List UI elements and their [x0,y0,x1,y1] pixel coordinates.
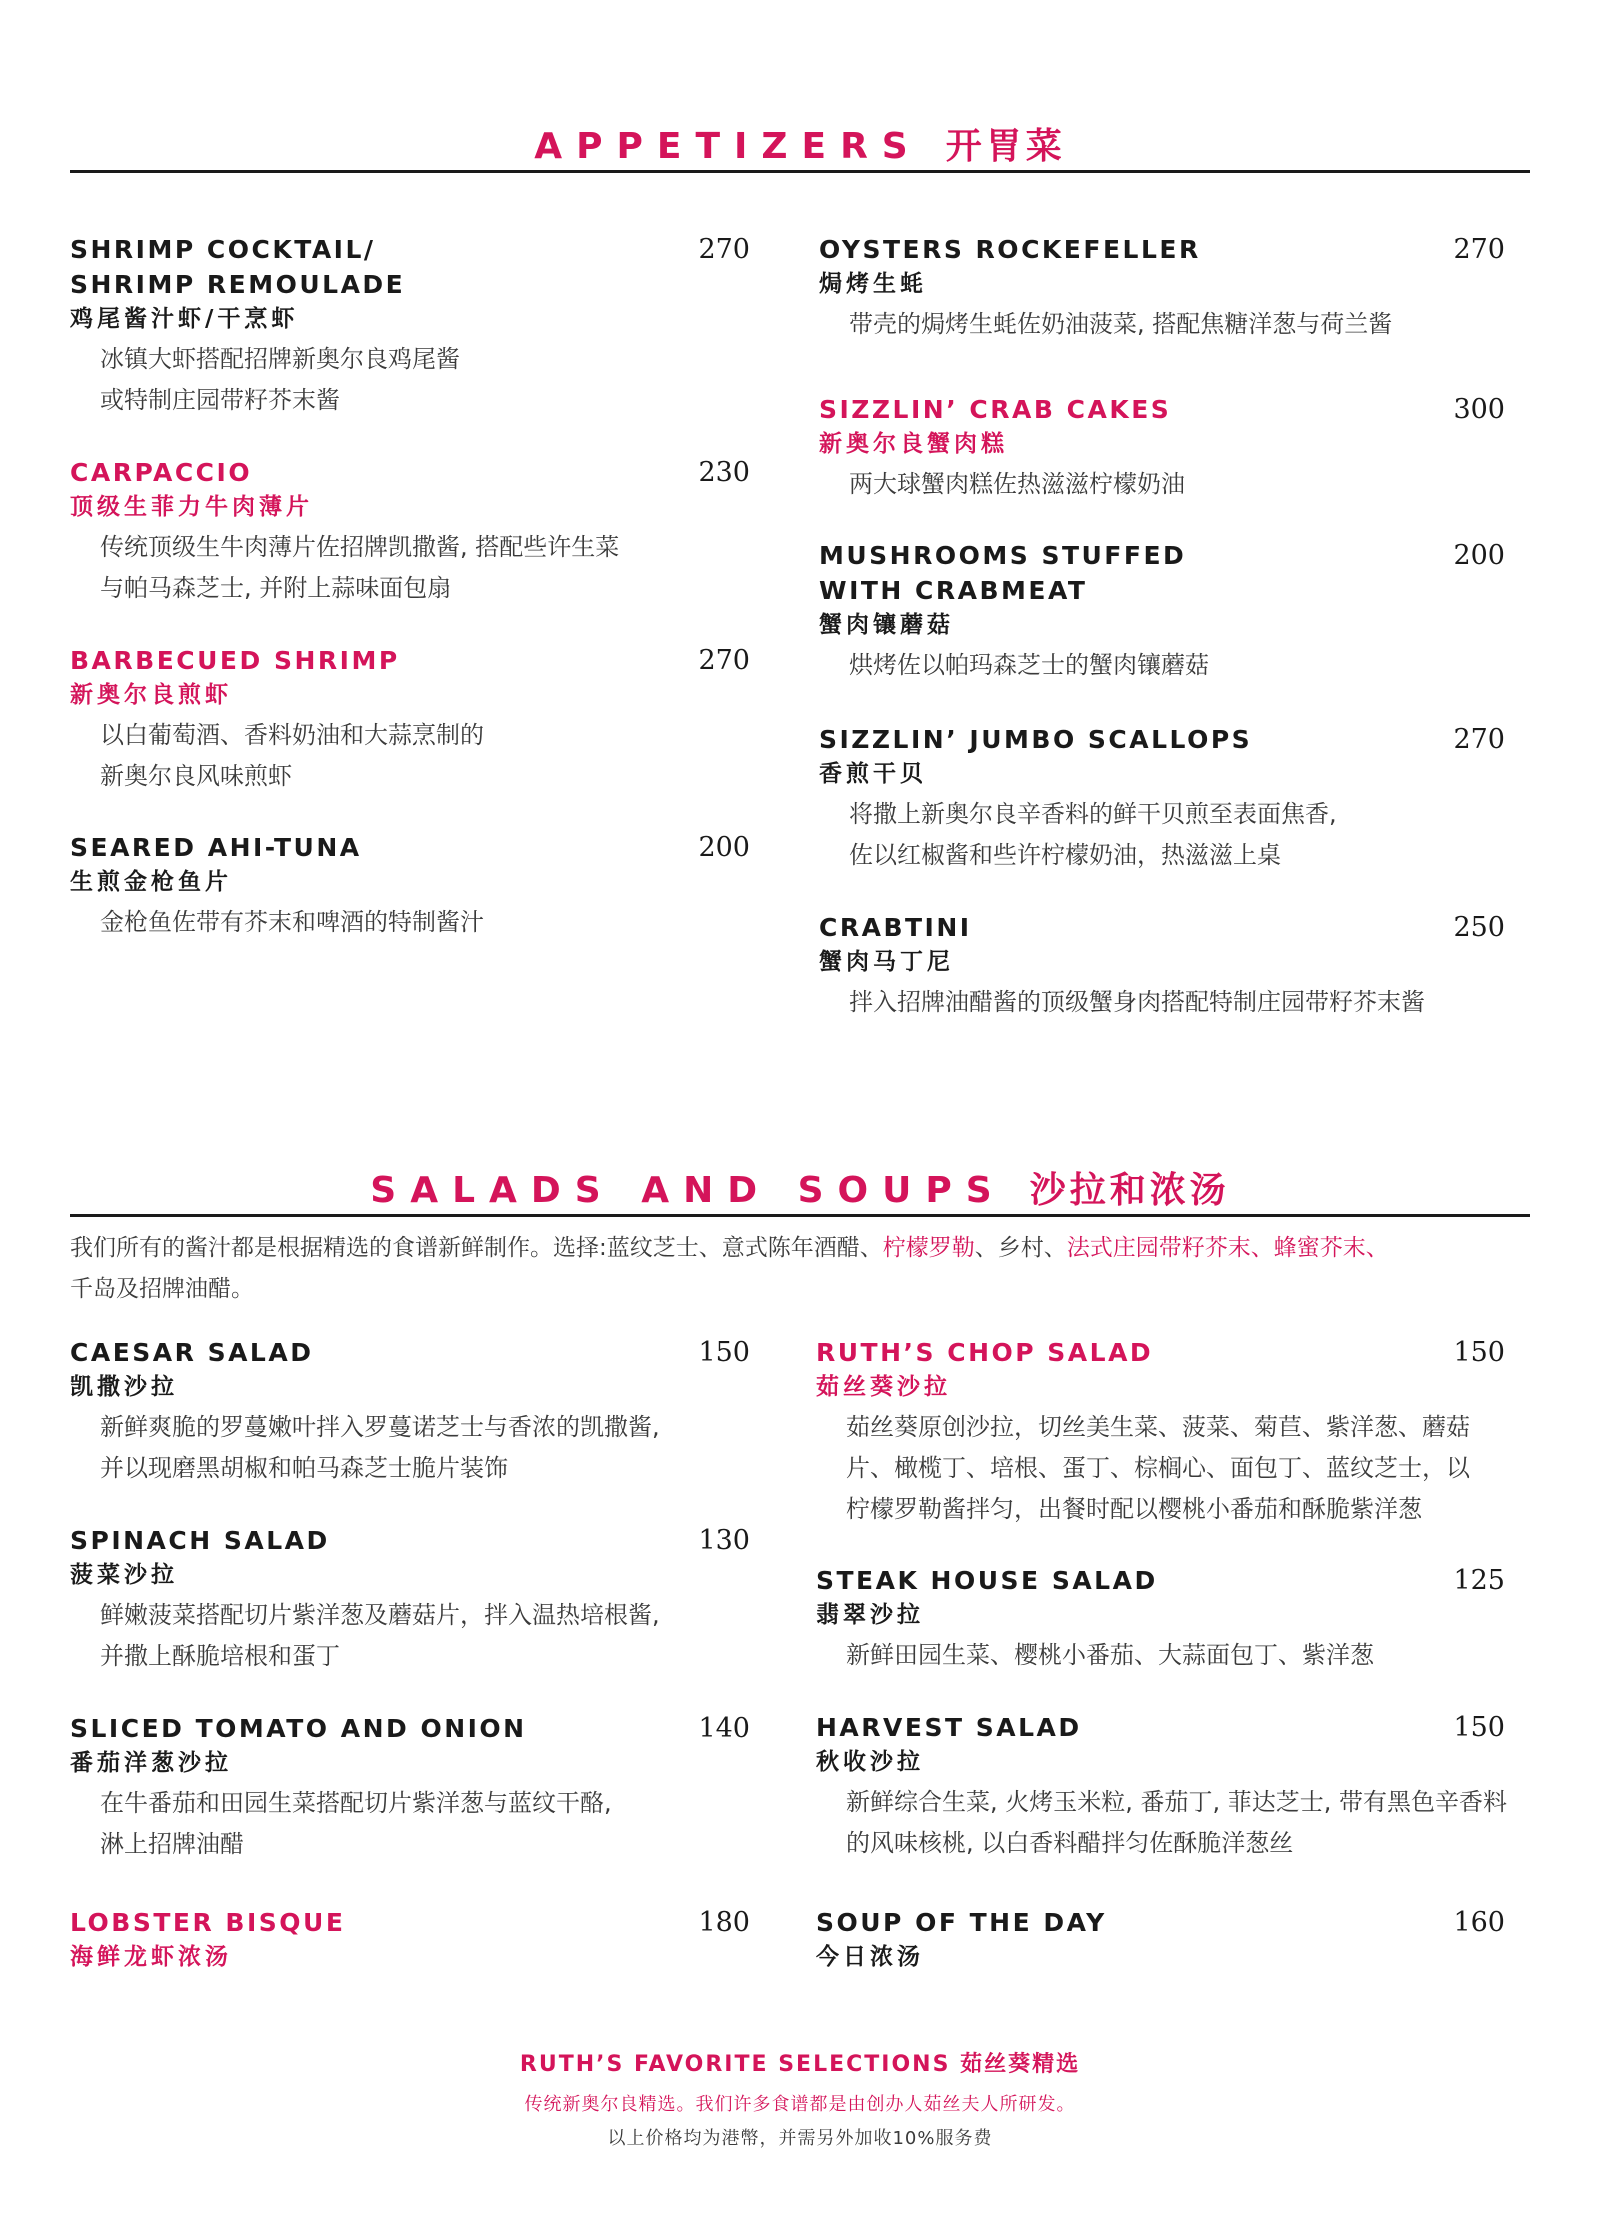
dish-price: 130 [698,1525,750,1556]
favorites-title: RUTH’S FAVORITE SELECTIONS 茹丝葵精选 [519,2052,1081,2077]
description-line: 金枪鱼佐带有芥末和啤酒的特制酱汁 [100,908,484,936]
dish-price: 125 [1453,1565,1505,1596]
dish-price: 200 [698,832,750,863]
dish-name-en: SIZZLIN’ JUMBO SCALLOPS [819,725,1253,754]
menu-item-seared-ahi-tuna [70,830,750,943]
description-line: 的风味核桃, 以白香料醋拌匀佐酥脆洋葱丝 [846,1829,1294,1857]
dish-name-en: SOUP OF THE DAY [816,1908,1107,1937]
menu-item-sliced-tomato-and-onion [70,1711,750,1865]
dish-name-cn: 秋收沙拉 [816,1749,924,1775]
dish-description [846,1407,1505,1530]
dish-description [100,1783,750,1865]
dish-name-en: HARVEST SALAD [816,1713,1082,1742]
description-line: 并以现磨黑胡椒和帕马森芝士脆片装饰 [100,1454,508,1482]
description-line: 烘烤佐以帕玛森芝士的蟹肉镶蘑菇 [849,651,1209,679]
dish-name-en: SHRIMP COCKTAIL/ SHRIMP REMOULADE [70,235,406,299]
dish-price: 150 [1453,1712,1505,1743]
intro-highlight-2: 法式庄园带籽芥末、蜂蜜芥末、 [1066,1235,1389,1261]
dish-description [849,645,1505,686]
dish-name-en: SPINACH SALAD [70,1526,330,1555]
dish-price: 180 [698,1907,750,1938]
description-line: 带壳的焗烤生蚝佐奶油菠菜, 搭配焦糖洋葱与荷兰酱 [849,310,1393,338]
menu-item-oysters-rockefeller [819,232,1505,345]
dish-name-en: SEARED AHI-TUNA [70,833,362,862]
intro-text-3: 千岛及招牌油醋。 [70,1276,254,1302]
description-line: 片、橄榄丁、培根、蛋丁、棕榈心、面包丁、蓝纹芝士，以 [846,1454,1470,1482]
dish-name-cn: 蟹肉马丁尼 [819,949,954,975]
menu-item-lobster-bisque [70,1905,750,1975]
dish-price: 200 [1453,540,1505,571]
dish-description [846,1635,1505,1676]
dish-description [849,982,1505,1023]
dish-name-en: CRABTINI [819,913,972,942]
salads-title [70,1162,1530,1213]
dish-description [100,902,750,943]
dish-price: 150 [698,1337,750,1368]
intro-highlight-1: 柠檬罗勒 [882,1235,975,1261]
dish-price: 270 [698,234,750,265]
menu-item-crabtini [819,910,1505,1023]
dish-description [100,339,750,421]
menu-footer [0,2047,1600,2150]
dish-name-cn: 新奥尔良煎虾 [70,682,232,708]
menu-item-ruth-s-chop-salad [816,1335,1505,1530]
salads-title-cn: 沙拉和浓汤 [1029,1170,1230,1211]
description-line: 佐以红椒酱和些许柠檬奶油，热滋滋上桌 [849,841,1281,869]
dish-description [100,1407,750,1489]
description-line: 与帕马森芝士, 并附上蒜味面包扇 [100,574,452,602]
dish-price: 250 [1453,912,1505,943]
menu-item-shrimp-cocktail-shrimp-remoulade [70,232,750,421]
dish-description [849,794,1505,876]
dish-name-en: RUTH’S CHOP SALAD [816,1338,1154,1367]
menu-item-soup-of-the-day [816,1905,1505,1975]
dish-name-cn: 海鲜龙虾浓汤 [70,1944,232,1970]
dish-name-en: BARBECUED SHRIMP [70,646,400,675]
dish-price: 230 [698,457,750,488]
description-line: 在牛番茄和田园生菜搭配切片紫洋葱与蓝纹干酪, [100,1789,612,1817]
dish-name-en: CARPACCIO [70,458,253,487]
menu-item-carpaccio [70,455,750,609]
salads-divider [70,1214,1530,1217]
description-line: 冰镇大虾搭配招牌新奥尔良鸡尾酱 [100,345,460,373]
menu-item-barbecued-shrimp [70,643,750,797]
menu-item-caesar-salad [70,1335,750,1489]
description-line: 柠檬罗勒酱拌匀，出餐时配以樱桃小番茄和酥脆紫洋葱 [846,1495,1422,1523]
description-line: 将撒上新奥尔良辛香料的鲜干贝煎至表面焦香, [849,800,1337,828]
dish-name-cn: 茹丝葵沙拉 [816,1374,951,1400]
dish-name-cn: 凯撒沙拉 [70,1374,178,1400]
description-line: 或特制庄园带籽芥末酱 [100,386,340,414]
dish-name-en: SLICED TOMATO AND ONION [70,1714,527,1743]
description-line: 两大球蟹肉糕佐热滋滋柠檬奶油 [849,470,1185,498]
dish-name-cn: 番茄洋葱沙拉 [70,1750,232,1776]
description-line: 传统顶级生牛肉薄片佐招牌凯撒酱, 搭配些许生菜 [100,533,620,561]
dish-description [846,1782,1508,1864]
dish-name-en: STEAK HOUSE SALAD [816,1566,1158,1595]
dish-price: 140 [698,1713,750,1744]
dish-description [849,464,1505,505]
menu-item-spinach-salad [70,1523,750,1677]
favorites-note: 传统新奥尔良精选。我们许多食谱都是由创办人茹丝夫人所研发。 [524,2094,1076,2115]
dish-price: 160 [1453,1907,1505,1938]
dish-name-en: OYSTERS ROCKEFELLER [819,235,1201,264]
dish-description [100,1595,750,1677]
description-line: 新鲜综合生菜, 火烤玉米粒, 番茄丁, 菲达芝士, 带有黑色辛香料 [846,1788,1508,1816]
dish-price: 150 [1453,1337,1505,1368]
menu-item-harvest-salad [816,1710,1508,1864]
menu-item-steak-house-salad [816,1563,1505,1676]
dish-name-cn: 焗烤生蚝 [819,271,927,297]
appetizers-title-en: APPETIZERS [534,126,922,167]
description-line: 淋上招牌油醋 [100,1830,244,1858]
menu-item-sizzlin-crab-cakes [819,392,1505,505]
dish-price: 270 [698,645,750,676]
appetizers-divider [70,170,1530,173]
dish-name-cn: 翡翠沙拉 [816,1602,924,1628]
description-line: 鲜嫩菠菜搭配切片紫洋葱及蘑菇片，拌入温热培根酱, [100,1601,660,1629]
dish-description [849,304,1505,345]
description-line: 拌入招牌油醋酱的顶级蟹身肉搭配特制庄园带籽芥末酱 [849,988,1425,1016]
description-line: 新鲜田园生菜、樱桃小番茄、大蒜面包丁、紫洋葱 [846,1641,1374,1669]
dish-description [100,527,750,609]
dish-price: 270 [1453,724,1505,755]
description-line: 新鲜爽脆的罗蔓嫩叶拌入罗蔓诺芝士与香浓的凯撒酱, [100,1413,660,1441]
description-line: 以白葡萄酒、香料奶油和大蒜烹制的 [100,721,484,749]
dish-name-cn: 鸡尾酱汁虾/干烹虾 [70,306,299,332]
dish-name-cn: 生煎金枪鱼片 [70,869,232,895]
salads-title-en: SALADS AND SOUPS [370,1170,1006,1211]
description-line: 茹丝葵原创沙拉，切丝美生菜、菠菜、菊苣、紫洋葱、蘑菇 [846,1413,1470,1441]
dish-name-cn: 菠菜沙拉 [70,1562,178,1588]
description-line: 并撒上酥脆培根和蛋丁 [100,1642,340,1670]
dish-price: 270 [1453,234,1505,265]
menu-item-mushrooms-stuffed-with-crabmeat [819,538,1505,686]
intro-text-1: 我们所有的酱汁都是根据精选的食谱新鲜制作。选择:蓝纹芝士、意式陈年酒醋、 [70,1235,883,1261]
dish-name-cn: 蟹肉镶蘑菇 [819,612,954,638]
dish-name-cn: 顶级生菲力牛肉薄片 [70,494,313,520]
dish-name-en: LOBSTER BISQUE [70,1908,346,1937]
price-note: 以上价格均为港幣，并需另外加收10%服务费 [607,2128,993,2149]
appetizers-title [70,118,1530,169]
menu-item-sizzlin-jumbo-scallops [819,722,1505,876]
dressing-intro [70,1228,1530,1310]
description-line: 新奥尔良风味煎虾 [100,762,292,790]
dish-name-en: MUSHROOMS STUFFED WITH CRABMEAT [819,541,1187,605]
dish-name-cn: 新奥尔良蟹肉糕 [819,431,1008,457]
dish-name-cn: 香煎干贝 [819,761,927,787]
dish-name-cn: 今日浓汤 [816,1944,924,1970]
dish-name-en: SIZZLIN’ CRAB CAKES [819,395,1172,424]
intro-text-2: 、乡村、 [974,1235,1067,1261]
dish-price: 300 [1453,394,1505,425]
appetizers-title-cn: 开胃菜 [945,126,1066,167]
dish-description [100,715,750,797]
dish-name-en: CAESAR SALAD [70,1338,314,1367]
